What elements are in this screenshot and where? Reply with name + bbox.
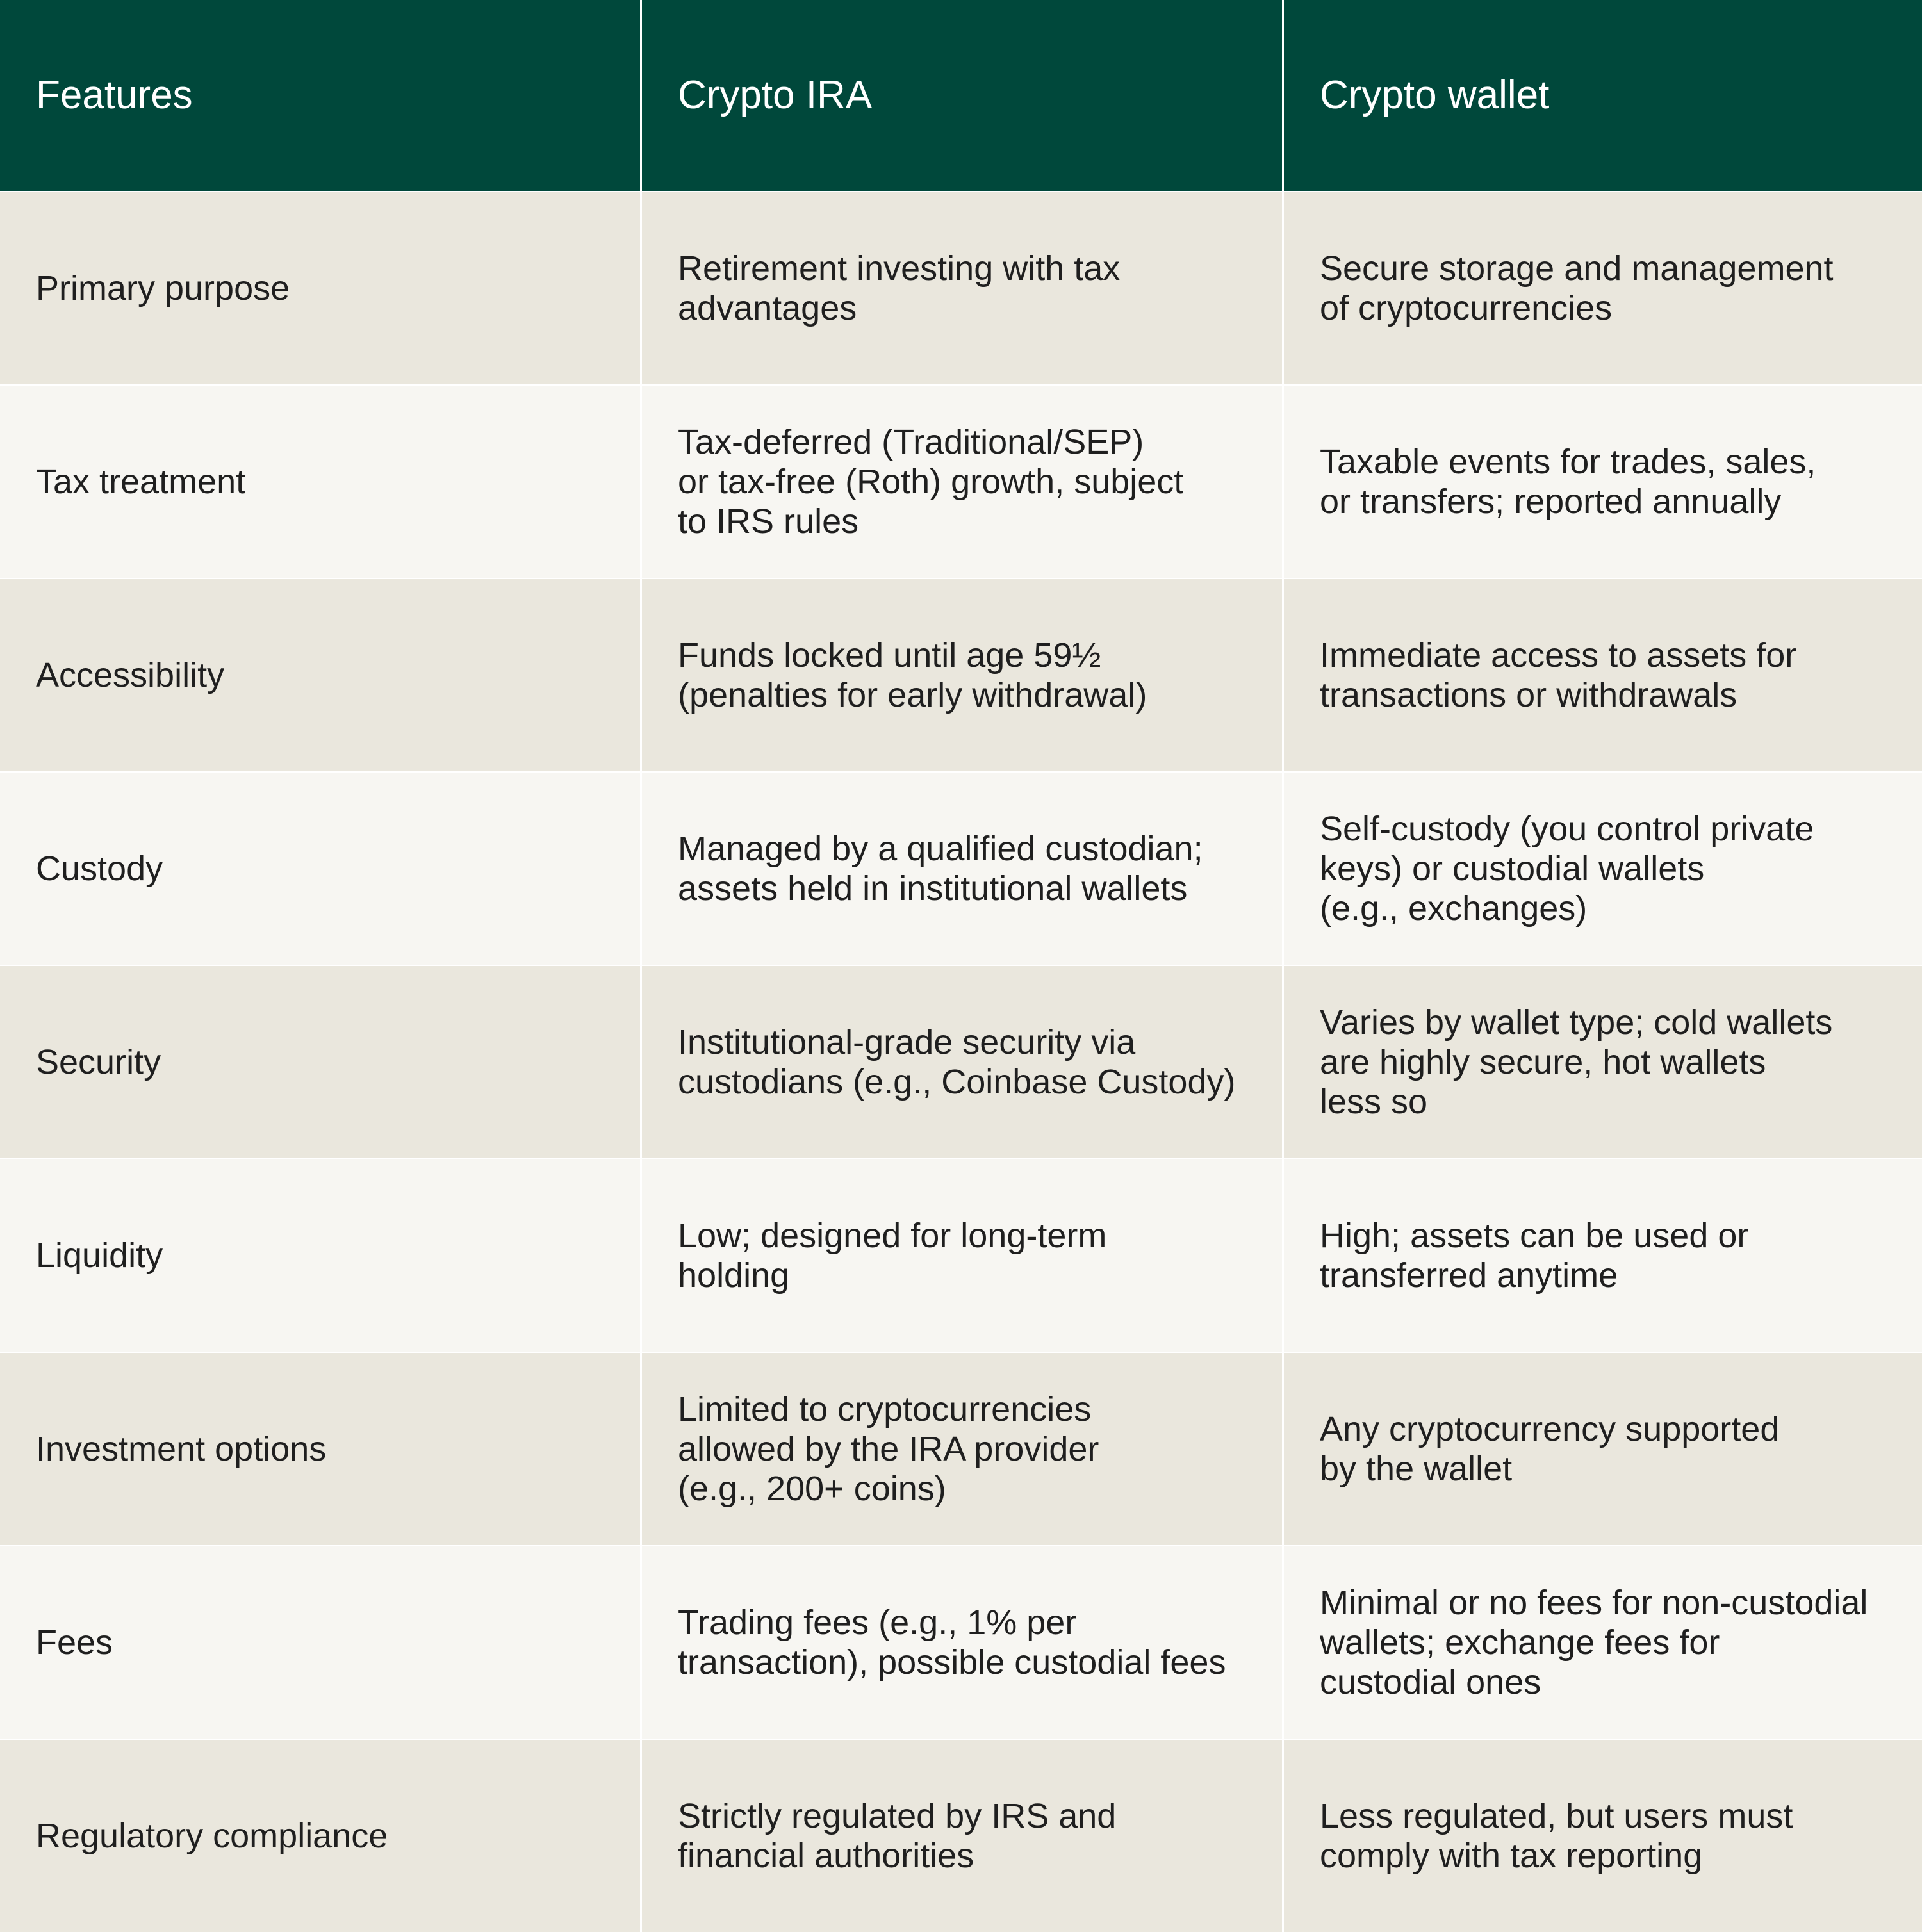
feature-cell: Accessibility	[0, 579, 640, 771]
header-crypto-ira: Crypto IRA	[640, 0, 1282, 191]
feature-cell: Security	[0, 966, 640, 1158]
crypto-ira-cell: Retirement investing with tax advantages	[640, 192, 1282, 384]
crypto-ira-cell: Strictly regulated by IRS and financial authorities	[640, 1740, 1282, 1932]
feature-cell: Regulatory compliance	[0, 1740, 640, 1932]
crypto-ira-cell: Limited to cryptocurrencies allowed by the IRA provider (e.g., 200+ coins)	[640, 1353, 1282, 1545]
feature-cell: Fees	[0, 1546, 640, 1739]
crypto-ira-cell: Institutional-grade security via custodians (e.g., Coinbase Custody)	[640, 966, 1282, 1158]
crypto-wallet-cell: Minimal or no fees for non-custodial wallets; exchange fees for custodial ones	[1282, 1546, 1922, 1739]
crypto-wallet-cell: Taxable events for trades, sales, or transfers; reported annually	[1282, 386, 1922, 578]
crypto-wallet-cell: Any cryptocurrency supported by the wallet	[1282, 1353, 1922, 1545]
crypto-wallet-cell: Less regulated, but users must comply with tax reporting	[1282, 1740, 1922, 1932]
crypto-ira-cell: Low; designed for long-term holding	[640, 1159, 1282, 1352]
feature-cell: Liquidity	[0, 1159, 640, 1352]
feature-cell: Custody	[0, 773, 640, 965]
crypto-wallet-cell: Secure storage and management of cryptocurrencies	[1282, 192, 1922, 384]
feature-cell: Investment options	[0, 1353, 640, 1545]
feature-cell: Primary purpose	[0, 192, 640, 384]
crypto-ira-cell: Tax-deferred (Traditional/SEP) or tax-free (Roth) growth, subject to IRS rules	[640, 386, 1282, 578]
crypto-ira-cell: Funds locked until age 59½ (penalties for early withdrawal)	[640, 579, 1282, 771]
header-crypto-wallet: Crypto wallet	[1282, 0, 1922, 191]
crypto-ira-cell: Trading fees (e.g., 1% per transaction), possible custodial fees	[640, 1546, 1282, 1739]
feature-cell: Tax treatment	[0, 386, 640, 578]
crypto-ira-cell: Managed by a qualified custodian; assets held in institutional wallets	[640, 773, 1282, 965]
header-features: Features	[0, 0, 640, 191]
crypto-wallet-cell: Immediate access to assets for transactions or withdrawals	[1282, 579, 1922, 771]
crypto-wallet-cell: High; assets can be used or transferred anytime	[1282, 1159, 1922, 1352]
crypto-wallet-cell: Self-custody (you control private keys) or custodial wallets (e.g., exchanges)	[1282, 773, 1922, 965]
crypto-wallet-cell: Varies by wallet type; cold wallets are highly secure, hot wallets less so	[1282, 966, 1922, 1158]
